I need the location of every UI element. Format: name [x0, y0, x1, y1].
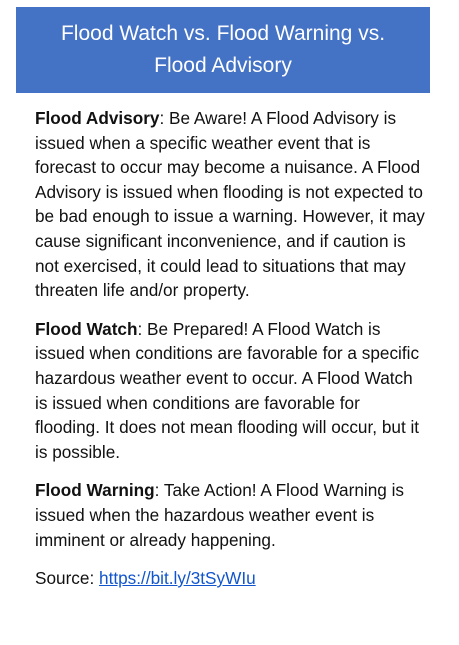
flood-warning-paragraph	[35, 478, 427, 552]
flood-watch-paragraph	[35, 317, 427, 465]
flood-warning-term: Flood Warning	[35, 480, 155, 501]
source-line	[35, 566, 427, 591]
flood-advisory-text: : Be Aware! A Flood Advisory is issued when a specific weather event that is forecast to occur may become a nuisance. A Flood Advisory is issued when flooding is not expected to be bad enough to issue a warning. However, it may cause significant inconvenience, and if caution is not exercised, it could lead to situations that may threaten life and/or property.	[35, 108, 425, 301]
source-label: Source:	[35, 568, 100, 589]
flood-warning-text: : Take Action! A Flood Warning is issued when the hazardous weather event is imminent or already happening.	[35, 480, 405, 550]
source-link[interactable]: https://bit.ly/3tSyWIu	[99, 568, 256, 589]
flood-advisory-paragraph	[35, 106, 427, 303]
page-title: Flood Watch vs. Flood Warning vs. Flood Advisory	[60, 22, 386, 77]
flood-watch-term: Flood Watch	[35, 318, 138, 339]
flood-advisory-term: Flood Advisory	[35, 108, 160, 128]
flood-watch-text: : Be Prepared! A Flood Watch is issued when conditions are favorable for a specific hazardous weather event to occur. A Flood Watch is issued when conditions are favorable for flooding. It does not mean flooding will occur, but it is possible.	[35, 318, 420, 462]
definitions-body	[35, 106, 427, 605]
title-banner	[16, 7, 430, 93]
